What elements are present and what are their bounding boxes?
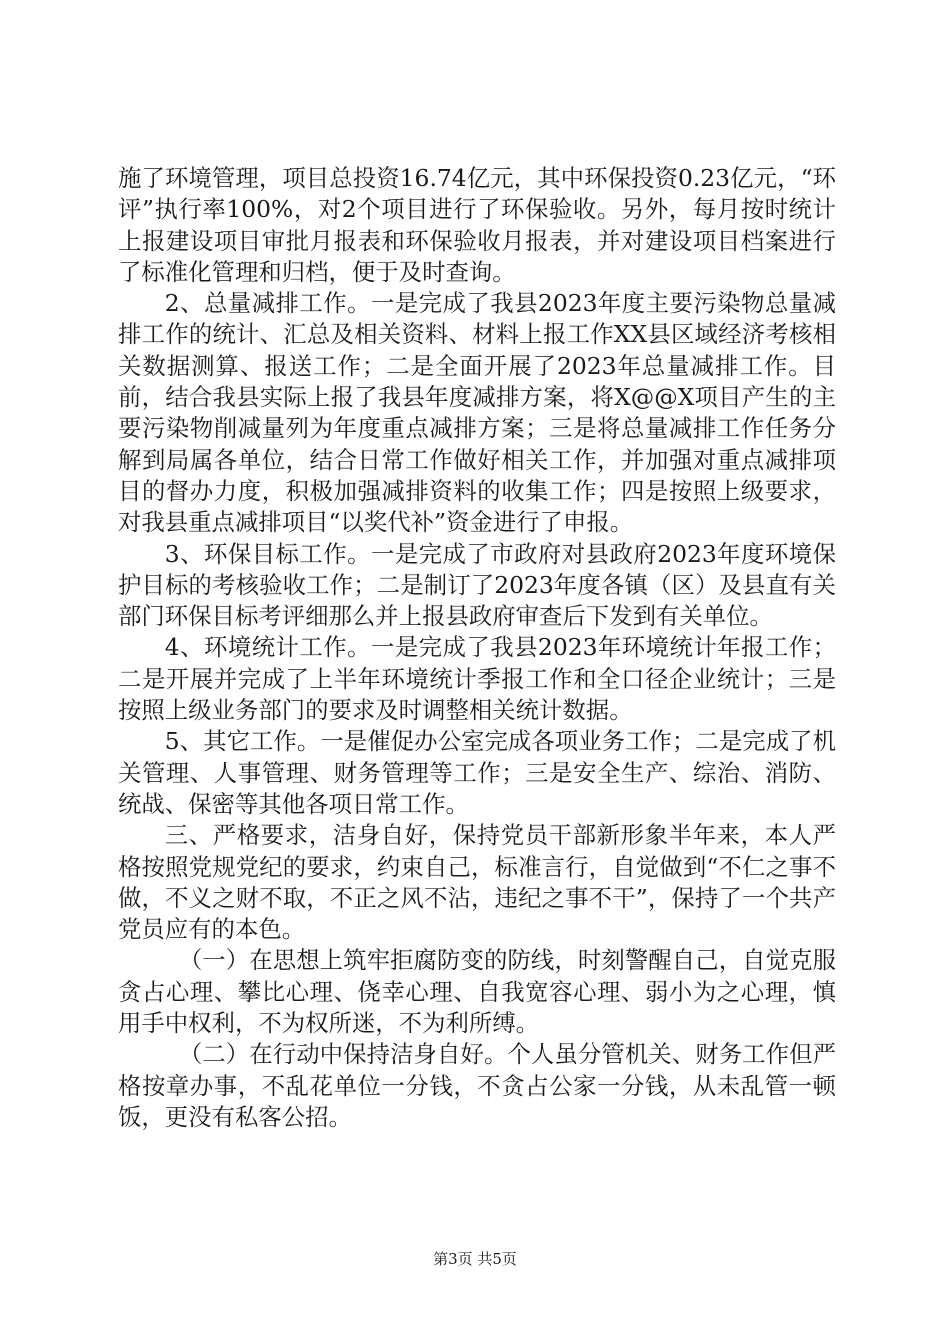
paragraph-ideology: （一）在思想上筑牢拒腐防变的防线，时刻警醒自己，自觉克服贪占心理、攀比心理、侥幸心理、自我宽容心理、弱小为之心理，慎用手中权利，不为权所迷，不为利所缚。: [118, 946, 836, 1038]
page-footer: 第3页 共5页: [433, 1250, 517, 1268]
paragraph-strict-requirements: 三、严格要求，洁身自好，保持党员干部新形象半年来，本人严格按照党规党纪的要求，约束自己，标准言行，自觉做到“不仁之事不做，不义之财不取，不正之风不沾，违纪之事不干”，保持了一个共产党员应有的本色。: [118, 821, 836, 944]
paragraph-env-targets: 3、环保目标工作。一是完成了市政府对县政府2023年度环境保护目标的考核验收工作；二是制订了2023年度各镇（区）及县直有关部门环保目标考评细那么并上报县政府审查后下发到有关单位。: [118, 539, 836, 631]
paragraph-emission-reduction: 2、总量减排工作。一是完成了我县2023年度主要污染物总量减排工作的统计、汇总及相关资料、材料上报工作XX县区域经济考核相关数据测算、报送工作；二是全面开展了2023年总量减排工作。目前，结合我县实际上报了我县年度减排方案，将X@@X项目产生的主要污染物削减量列为年度重点减排方案；三是将总量减排工作任务分解到局属各单位，结合日常工作做好相关工作，并加强对重点减排项目的督办力度，积极加强减排资料的收集工作；四是按照上级要求，对我县重点减排项目“以奖代补”资金进行了申报。: [118, 289, 836, 537]
paragraph-env-statistics: 4、环境统计工作。一是完成了我县2023年环境统计年报工作；二是开展并完成了上半年环境统计季报工作和全口径企业统计；三是按照上级业务部门的要求及时调整相关统计数据。: [118, 633, 836, 725]
paragraph-conduct: （二）在行动中保持洁身自好。个人虽分管机关、财务工作但严格按章办事，不乱花单位一分钱，不贪占公家一分钱，从未乱管一顿饭，更没有私客公招。: [118, 1040, 836, 1131]
paragraph-continuation: 施了环境管理，项目总投资16.74亿元，其中环保投资0.23亿元，“环评”执行率100%，对2个项目进行了环保验收。另外，每月按时统计上报建设项目审批月报表和环保验收月报表，并对建设项目档案进行了标准化管理和归档，便于及时查询。: [118, 164, 836, 286]
paragraph-other-work: 5、其它工作。一是催促办公室完成各项业务工作；二是完成了机关管理、人事管理、财务管理等工作；三是安全生产、综治、消防、统战、保密等其他各项日常工作。: [118, 727, 836, 818]
document-body: [118, 163, 836, 1133]
